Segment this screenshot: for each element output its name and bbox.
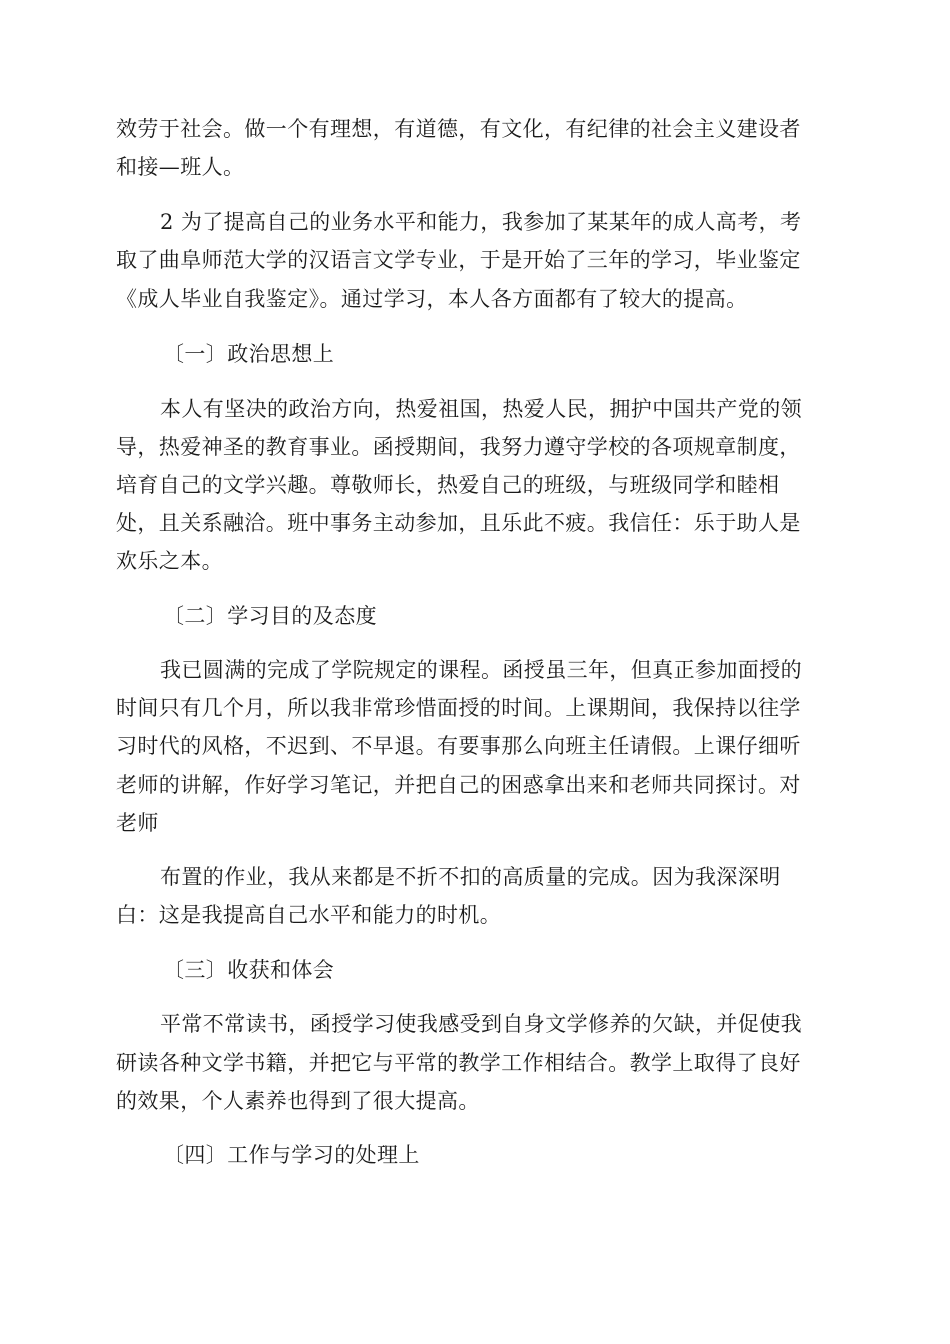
text-line: 导，热爱神圣的教育事业。函授期间，我努力遵守学校的各项规章制度，: [116, 435, 801, 459]
text-line: 取了曲阜师范大学的汉语言文学专业，于是开始了三年的学习，毕业鉴定: [116, 248, 801, 272]
text-line: 培育自己的文学兴趣。尊敬师长，热爱自己的班级，与班级同学和睦相: [116, 473, 780, 497]
text-line: 白：这是我提高自己水平和能力的时机。: [116, 903, 502, 927]
text-line: 我已圆满的完成了学院规定的课程。函授虽三年，但真正参加面授的: [160, 658, 802, 682]
text-line: 时间只有几个月，所以我非常珍惜面授的时间。上课期间，我保持以往学: [116, 696, 801, 720]
text-line: 平常不常读书，函授学习使我感受到自身文学修养的欠缺，并促使我: [160, 1012, 802, 1036]
text-line: 处，且关系融洽。班中事务主动参加，且乐此不疲。我信任：乐于助人是: [116, 511, 801, 535]
section-heading-politics: 〔一〕政治思想上: [163, 342, 335, 366]
section-heading-study: 〔二〕学习目的及态度: [163, 604, 377, 628]
text-line: 布置的作业，我从来都是不折不扣的高质量的完成。因为我深深明: [160, 865, 781, 889]
text-line: 老师: [116, 811, 159, 835]
text-line: 研读各种文学书籍，并把它与平常的教学工作相结合。教学上取得了良好: [116, 1051, 801, 1075]
text-line: 和接—班人。: [116, 155, 245, 179]
section-heading-gains: 〔三〕收获和体会: [163, 958, 335, 982]
section-heading-work-study: 〔四〕工作与学习的处理上: [163, 1143, 420, 1167]
text-line: 的效果，个人素养也得到了很大提高。: [116, 1089, 480, 1113]
text-line: 2 为了提高自己的业务水平和能力，我参加了某某年的成人高考，考: [160, 210, 802, 234]
text-line: 习时代的风格，不迟到、不早退。有要事那么向班主任请假。上课仔细听: [116, 734, 801, 758]
text-line: 《成人毕业自我鉴定》。通过学习，本人各方面都有了较大的提高。: [116, 287, 748, 311]
text-line: 效劳于社会。做一个有理想，有道德，有文化，有纪律的社会主义建设者: [116, 117, 801, 141]
text-line: 本人有坚决的政治方向，热爱祖国，热爱人民，拥护中国共产党的领: [160, 397, 802, 421]
text-line: 欢乐之本。: [116, 549, 223, 573]
text-line: 老师的讲解，作好学习笔记，并把自己的困惑拿出来和老师共同探讨。对: [116, 773, 801, 797]
